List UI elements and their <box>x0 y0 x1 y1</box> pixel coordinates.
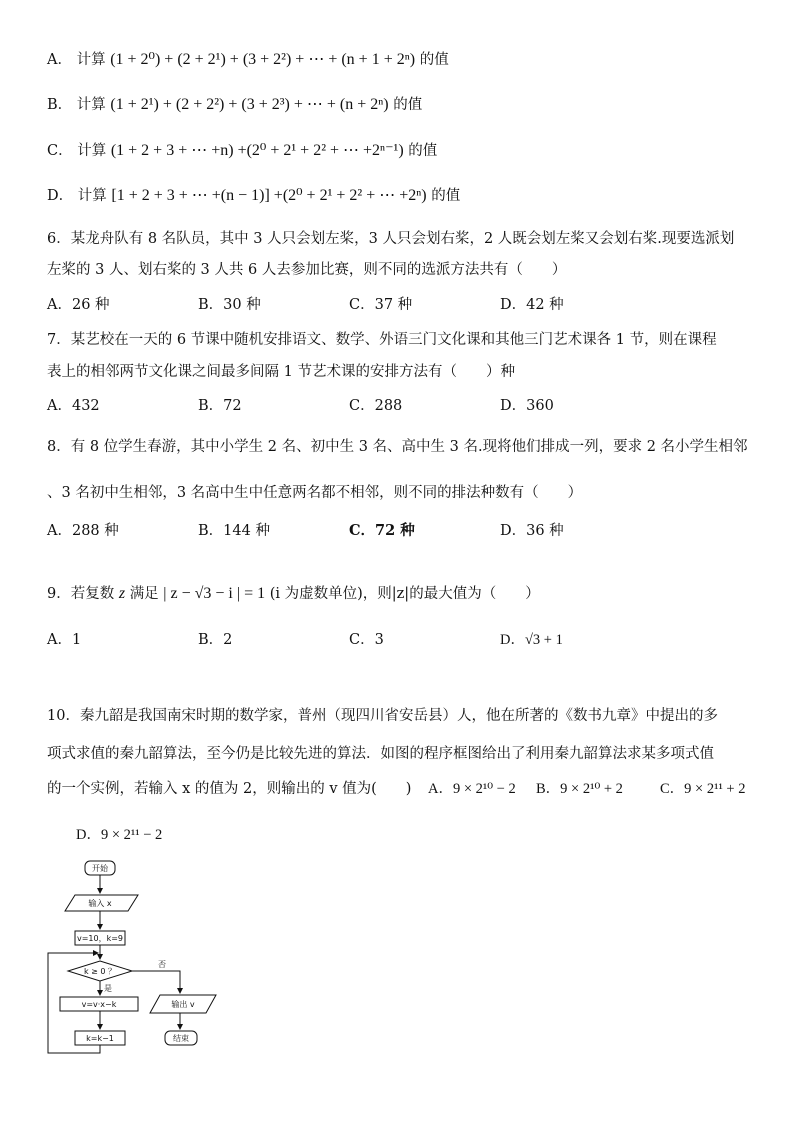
stem-text: 的一个实例，若输入 x 的值为 2，则输出的 v 值为( ) <box>47 781 412 797</box>
math-expression: (1 + 2⁰) + (2 + 2¹) + (3 + 2²) + ⋯ + (n + 1 + 2ⁿ) <box>110 51 416 68</box>
q6-stem-line1: 6．某龙舟队有 8 名队员，其中 3 人只会划左桨，3 人只会划右桨，2 人既会划左桨又会划右桨.现要选派划 <box>47 231 735 247</box>
flowchart <box>40 855 240 1065</box>
math-expression: [1 + 2 + 3 + ⋯ +(n − 1)] +(2⁰ + 2¹ + 2² + ⋯ +2ⁿ) <box>111 187 427 204</box>
q6-stem-line2: 左桨的 3 人、划右桨的 3 人共 6 人去参加比赛，则不同的选派方法共有（ ） <box>47 262 567 278</box>
q8-option-d: D．36 种 <box>500 523 564 539</box>
q8-stem-line2: 、3 名初中生相邻，3 名高中生中任意两名都不相邻，则不同的排法种数有（ ） <box>47 485 583 501</box>
math-expression: | z − √3 − i | = 1 <box>163 585 266 602</box>
flowchart-no-label: 否 <box>158 960 166 969</box>
q10-option-b: B．9 × 2¹⁰ + 2 <box>536 781 623 797</box>
q5-option-b <box>47 95 422 115</box>
option-text: 的值 <box>393 97 423 113</box>
option-letter: B． <box>47 97 73 113</box>
q9-option-c: C．3 <box>349 632 384 648</box>
q8-option-b: B．144 种 <box>198 523 270 539</box>
q9-option-a: A．1 <box>47 632 82 648</box>
math-expression: (1 + 2 + 3 + ⋯ +n) +(2⁰ + 2¹ + 2² + ⋯ +2ⁿ⁻¹) <box>110 142 404 159</box>
flowchart-input-label: 输入 x <box>88 899 112 908</box>
stem-text: 9．若复数 <box>47 586 115 602</box>
flowchart-end-label: 结束 <box>173 1034 189 1043</box>
q7-stem-line1: 7．某艺校在一天的 6 节课中随机安排语文、数学、外语三门文化课和其他三门艺术课各 1 节，则在课程 <box>47 332 717 348</box>
flowchart-update-v-label: v=v·x−k <box>81 1000 117 1009</box>
variable: z <box>118 585 126 602</box>
stem-text: (i 为虚数单位)，则|z|的最大值为（ ） <box>269 586 540 602</box>
q10-stem-line3 <box>47 779 411 799</box>
q8-stem-line1: 8．有 8 位学生春游，其中小学生 2 名、初中生 3 名、高中生 3 名.现将他们排成一列，要求 2 名小学生相邻 <box>47 439 748 455</box>
q10-option-a: A．9 × 2¹⁰ − 2 <box>428 781 516 797</box>
option-text: 计算 <box>76 52 106 68</box>
option-text: 的值 <box>408 143 438 159</box>
q10-option-c: C．9 × 2¹¹ + 2 <box>660 781 746 797</box>
q7-option-b: B．72 <box>198 398 242 414</box>
flowchart-update-k-label: k=k−1 <box>86 1034 114 1043</box>
flowchart-start-label: 开始 <box>92 864 108 873</box>
q6-option-b: B．30 种 <box>198 297 261 313</box>
q5-option-d <box>47 186 460 206</box>
option-letter: A． <box>47 52 72 68</box>
q6-option-a: A．26 种 <box>47 297 110 313</box>
q6-option-c: C．37 种 <box>349 297 413 313</box>
option-letter: C． <box>47 143 73 159</box>
option-text: 计算 <box>77 188 107 204</box>
option-letter: D． <box>47 188 74 204</box>
q10-stem-line1: 10．秦九韶是我国南宋时期的数学家，普州（现四川省安岳县）人，他在所著的《数书九章》中提出的多 <box>47 708 718 724</box>
q7-stem-line2: 表上的相邻两节文化课之间最多间隔 1 节艺术课的安排方法有（ ）种 <box>47 364 515 380</box>
option-text: 的值 <box>431 188 461 204</box>
q5-option-c <box>47 141 437 161</box>
q9-option-b: B．2 <box>198 632 233 648</box>
flowchart-output-label: 输出 v <box>171 1000 195 1009</box>
q5-option-a <box>47 50 449 70</box>
q9-option-d: D．√3 + 1 <box>500 632 563 648</box>
q7-option-a: A．432 <box>47 398 100 414</box>
option-text: 计算 <box>76 97 106 113</box>
option-text: 计算 <box>77 143 107 159</box>
q7-option-d: D．360 <box>500 398 554 414</box>
flowchart-init-label: v=10，k=9 <box>76 934 124 943</box>
q8-option-a: A．288 种 <box>47 523 119 539</box>
q7-option-c: C．288 <box>349 398 403 414</box>
q9-stem <box>47 584 540 604</box>
q6-option-d: D．42 种 <box>500 297 564 313</box>
stem-text: 满足 <box>129 586 159 602</box>
q10-stem-line2: 项式求值的秦九韶算法，至今仍是比较先进的算法．如图的程序框图给出了利用秦九韶算法求某多项式值 <box>47 746 714 762</box>
q8-option-c: C．72 种 <box>349 522 415 539</box>
flowchart-condition-label: k ≥ 0 ？ <box>83 967 117 976</box>
option-text: 的值 <box>419 52 449 68</box>
math-expression: (1 + 2¹) + (2 + 2²) + (3 + 2³) + ⋯ + (n + 2ⁿ) <box>110 96 389 113</box>
flowchart-yes-label: 是 <box>104 984 112 993</box>
q10-option-d: D．9 × 2¹¹ − 2 <box>76 827 163 843</box>
